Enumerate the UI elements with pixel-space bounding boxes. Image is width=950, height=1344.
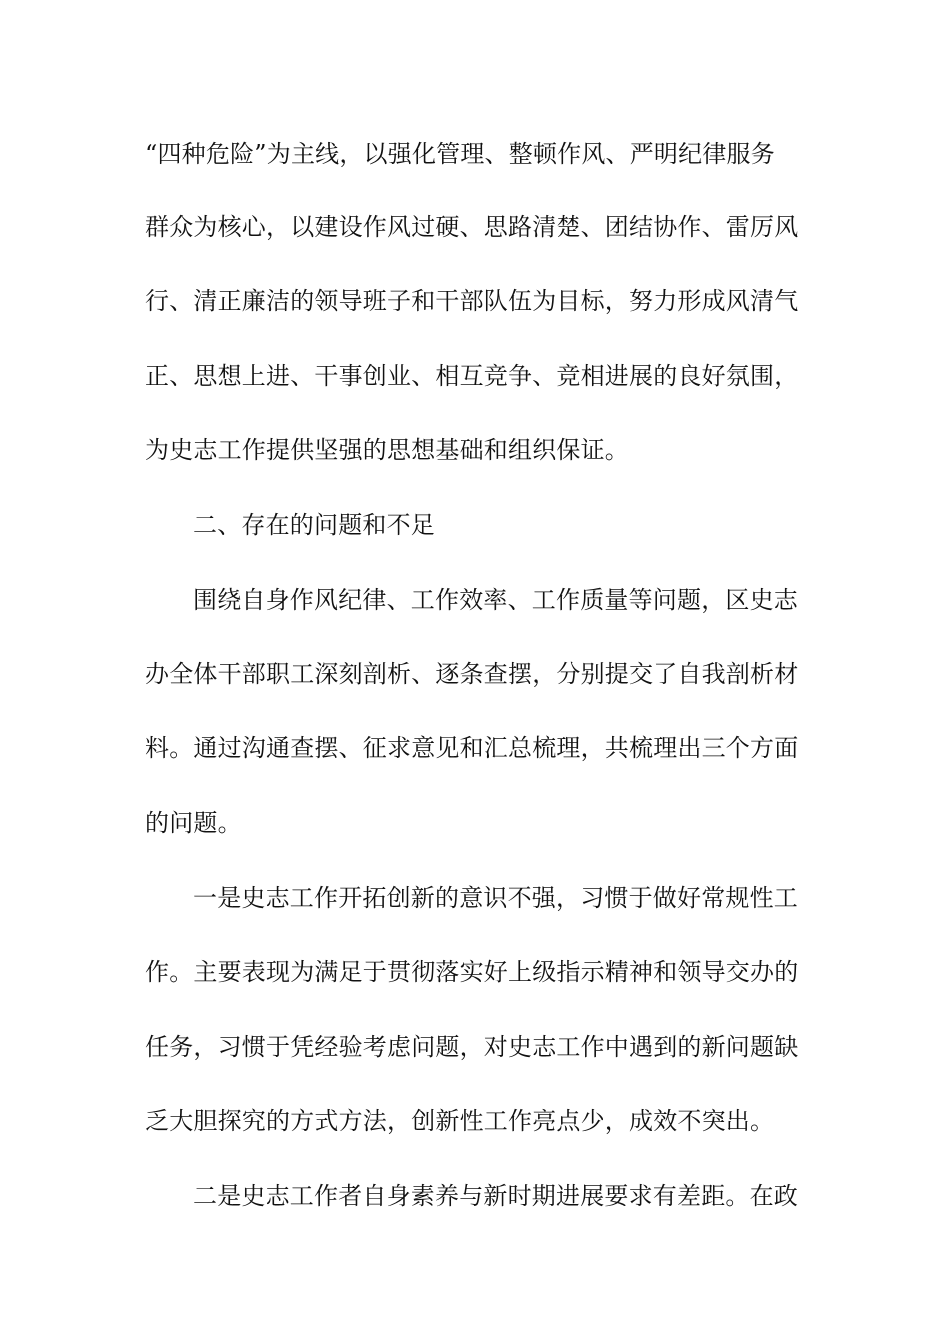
text-line: 行、清正廉洁的领导班子和干部队伍为目标，努力形成风清气 xyxy=(145,287,799,315)
text-line: 办全体干部职工深刻剖析、逐条查摆，分别提交了自我剖析材 xyxy=(145,660,799,688)
text-line: 正、思想上进、干事创业、相互竞争、竞相进展的良好氛围， xyxy=(145,362,799,390)
text-line: 的问题。 xyxy=(145,809,242,837)
text-line: 一是史志工作开拓创新的意识不强，习惯于做好常规性工 xyxy=(193,884,798,912)
text-line: 群众为核心，以建设作风过硬、思路清楚、团结协作、雷厉风 xyxy=(145,213,799,241)
text-line: 料。通过沟通查摆、征求意见和汇总梳理，共梳理出三个方面 xyxy=(145,734,799,762)
text-line: 为史志工作提供坚强的思想基础和组织保证。 xyxy=(145,436,629,464)
text-line: 围绕自身作风纪律、工作效率、工作质量等问题，区史志 xyxy=(193,586,798,614)
text-line: 乏大胆探究的方式方法，创新性工作亮点少，成效不突出。 xyxy=(145,1107,775,1135)
text-line: “四种危险”为主线，以强化管理、整顿作风、严明纪律服务 xyxy=(145,140,775,168)
text-line: 任务，习惯于凭经验考虑问题，对史志工作中遇到的新问题缺 xyxy=(145,1033,799,1061)
text-line: 二是史志工作者自身素养与新时期进展要求有差距。在政 xyxy=(193,1182,798,1210)
text-line: 作。主要表现为满足于贯彻落实好上级指示精神和领导交办的 xyxy=(145,958,799,986)
section-heading: 二、存在的问题和不足 xyxy=(193,511,435,539)
